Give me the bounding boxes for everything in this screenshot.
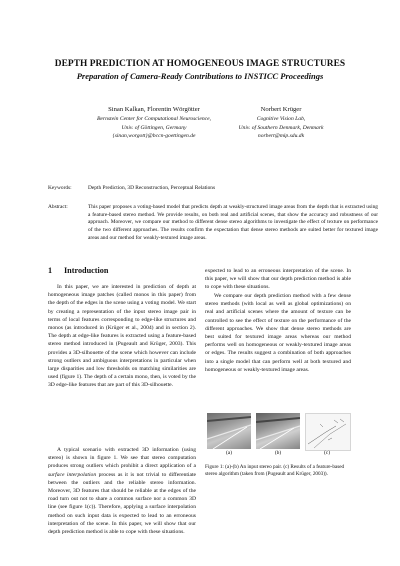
- author-affiliation: Cognitive Vision Lab,: [256, 116, 306, 122]
- figure-caption: Figure 1: (a)-(b) An input stereo pair. (c) Results of a feature-based stereo algorithm (taken from (Pugeault and Krüger, 2003)).: [205, 464, 345, 478]
- paragraph-text: We compare our depth prediction method with a few dense stereo methods (with local as well as global optimizations) on real and artificial scenes where the amount of texture can be controlled to see the effect of texture on the performance of the different approaches. We show that dense stereo methods are best suited for textured image areas whereas our method performs well on homogeneous or weakly-textured image areas or edges. The results suggest a combination of both approaches into a single model that can perform well at both textured and homogeneous or weakly-textured image areas.: [205, 293, 351, 373]
- author-email: {sinan,worgott}@bccn-goettingen.de: [112, 133, 196, 140]
- author-email: norbert@mip.sdu.dk: [257, 133, 305, 140]
- abstract-label: Abstract:: [48, 204, 68, 210]
- figure-1: [205, 413, 351, 455]
- body-paragraph: [205, 267, 351, 292]
- author-affiliation: Bernstein Center for Computational Neuroscience,: [97, 116, 211, 122]
- paragraph-text: expected to lead to an erroneous interpretation of the scene. In this paper, we will show that our depth prediction method is able to cope with these situations.: [205, 268, 351, 291]
- panel-label: (b): [274, 450, 282, 456]
- panel-label: (a): [226, 450, 232, 456]
- panel-label: (c): [324, 450, 330, 456]
- body-paragraph: [48, 283, 196, 390]
- paper-title: DEPTH PREDICTION AT HOMOGENEOUS IMAGE STRUCTURES: [54, 59, 346, 69]
- author-block-right: [226, 105, 336, 141]
- keywords-label: Keywords:: [48, 185, 72, 191]
- figure-image-left: [207, 413, 251, 449]
- section-heading: [48, 266, 108, 275]
- keywords-text: Depth Prediction, 3D Reconstruction, Perceptual Relations: [88, 185, 216, 191]
- figure-image-right: [256, 413, 300, 449]
- paragraph-text: process as it is not trivial to differentiate between the outliers and the reliable stereo information. Moreover, 3D features that should be reliable at the edges of the road turn out not to share a common surface nor a common 3D line (see figure 1(c)). Therefore, applying a surface interpolation method on such input data is expected to lead to an erroneous interpretation of the scene. In this paper, we will show that our depth prediction method is able to cope with these situations.: [48, 471, 196, 536]
- author-names: Norbert Krüger: [260, 106, 302, 113]
- paragraph-text: In this paper, we are interested in prediction of depth at homogeneous image patches (called monos in this paper) from the depth of the edges in the scene using a voting model. We start by creating a representation of the input stereo image pair in terms of local features corresponding to edge-like structures and monos (as introduced in (Krüger et al., 2004) and in section 2). The depth at edge-like features is extracted using a feature-based stereo method introduced in (Pugeault and Krüger, 2003). This provides a 3D-silhouette of the scene which however can include strong outliers and ambiguous interpretations in particular when large disparities and low thresholds on matching similarities are used (figure 1). The depth of a certain mono, then, is voted by the 3D edge-like features that are part of this 3D-silhouette.: [48, 284, 196, 389]
- author-affiliation: Univ. of Southern Denmark, Denmark: [238, 124, 324, 131]
- author-names: Sinan Kalkan, Florentin Wörgötter: [108, 106, 200, 113]
- figure-stereo-result: [305, 413, 351, 451]
- author-block-left: [84, 105, 224, 141]
- section-title: Introduction: [64, 266, 109, 275]
- paper-subtitle: Preparation of Camera-Ready Contributions to INSTICC Proceedings: [76, 71, 324, 81]
- body-paragraph: [205, 292, 351, 374]
- abstract-text: This paper proposes a voting-based model that predicts depth at weakly-structured image areas from the depth that is extracted using a feature-based stereo method. We provide results, on both real and artificial scenes, that show the accuracy and robustness of our approach. Moreover, we compare our method to different dense stereo algorithms to investigate the effect of texture on performance of the two different approaches. The results confirm the expectation that dense stereo methods are suited better for textured image areas and our method for weakly-textured image areas.: [88, 204, 378, 241]
- author-affiliation: Univ. of Göttingen, Germany: [121, 124, 187, 131]
- paragraph-text: A typical scenario with extracted 3D information (using stereo) is shown in figure 1. We see that stereo computation produces strong outliers which prohibit a direct application of a: [48, 447, 196, 470]
- emphasis-text: surface interpolation: [48, 471, 97, 478]
- section-number: 1: [48, 266, 53, 275]
- body-paragraph: [48, 446, 196, 536]
